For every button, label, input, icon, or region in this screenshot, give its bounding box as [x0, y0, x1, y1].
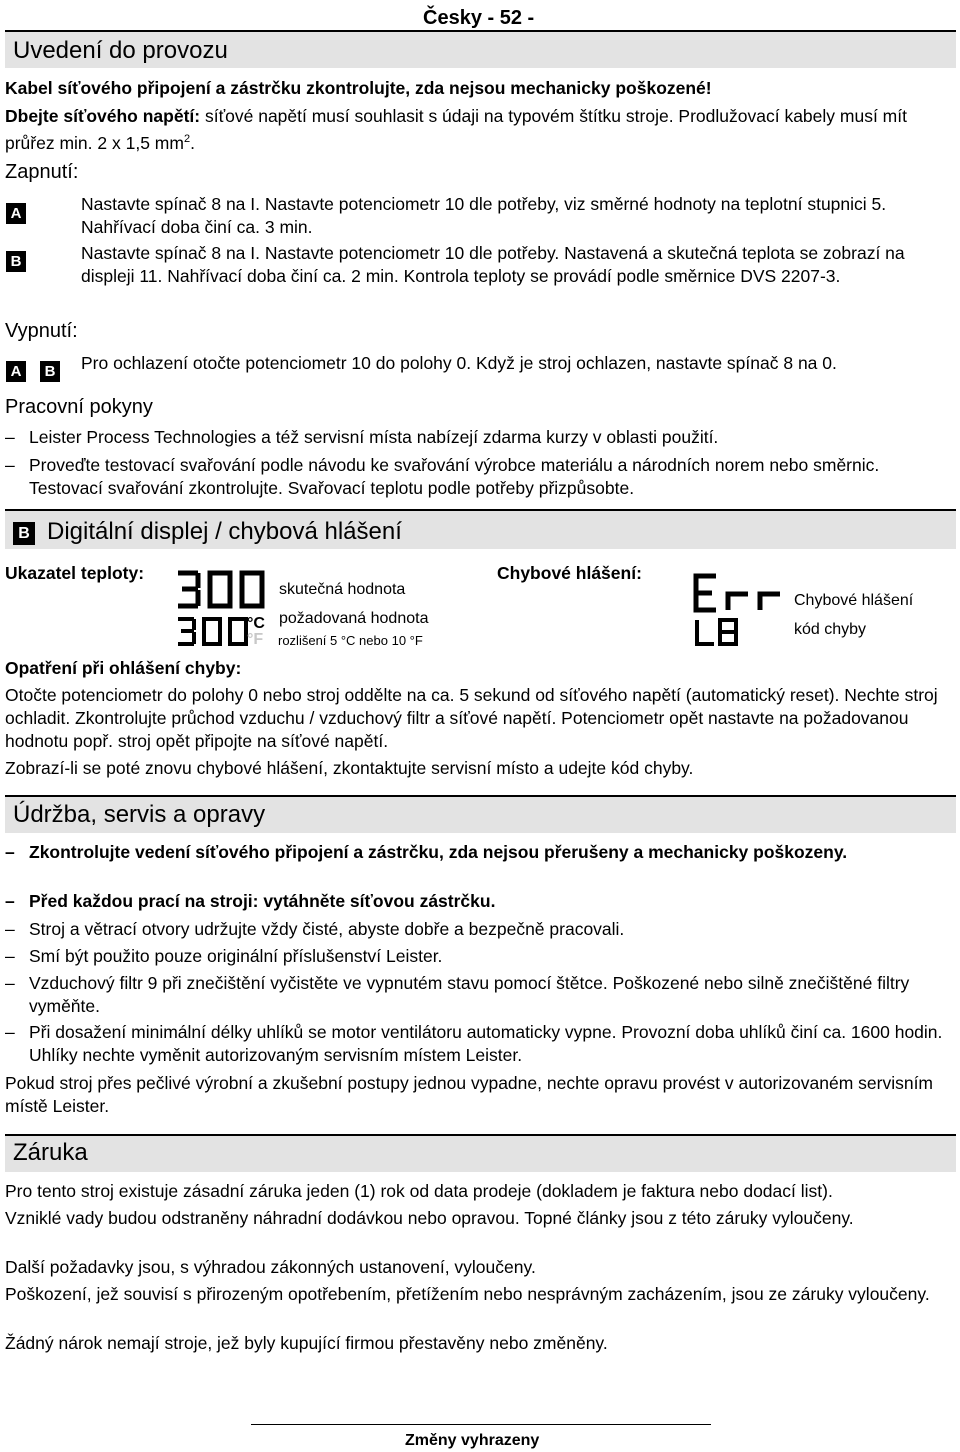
section-title-uvedeni: Uvedení do provozu	[13, 37, 228, 64]
subheading-zapnuti: Zapnutí:	[5, 161, 79, 183]
list-item: Smí být použito pouze originální příslušenství Leister.	[29, 946, 443, 966]
label-code: kód chyby	[794, 621, 867, 638]
label-set-value: požadovaná hodnota	[279, 610, 429, 627]
unit-fahrenheit: °F	[247, 631, 264, 648]
dash-bullet: –	[5, 973, 15, 993]
zapnuti-a-text: Nastavte spínač 8 na I. Nastavte potenciometr 10 dle potřeby, viz směrné hodnoty na teplotní stupnici 5. Nahřívací doba činí ca. 3 min.	[81, 194, 887, 237]
list-item: Proveďte testovací svařování podle návodu ke svařování výrobce materiálu a národních norem nebo směrnic. Testovací svařování zkontrolujte. Svařovací teplotu podle potřeby přizpůsobte.	[29, 455, 880, 498]
section-title-udrzba: Údržba, servis a opravy	[13, 801, 266, 828]
voltage-end: .	[190, 132, 195, 153]
list-item: Při dosažení minimální délky uhlíků se motor ventilátoru automaticky vypne. Provozní doba uhlíků činí ca. 1600 hodin. Uhlíky nechte vyměnit autorizovaným servisním místem Leister.	[29, 1022, 943, 1065]
repair-note: Pokud stroj přes pečlivé výrobní a zkušební postupy jednou vypadne, nechte opravu provést v autorizovaném servisním místě Leister.	[5, 1073, 934, 1116]
badge-b: B	[13, 522, 35, 545]
error-repeat-text: Zobrazí-li se poté znovu chybové hlášení, zkontaktujte servisní místo a udejte kód chyby.	[5, 758, 694, 778]
voltage-text: síťové napětí musí souhlasit s údaji na typovém štítku stroje. Prodlužovací kabely musí mít průřez min. 2 x 1,5 mm	[5, 106, 907, 153]
badge-a: A	[6, 361, 26, 382]
list-item: Vzduchový filtr 9 při znečištění vyčistěte ve vypnutém stavu pomocí štětce. Poškozené nebo silně znečištěné filtry vyměňte.	[29, 973, 910, 1016]
footer-rule	[251, 1424, 711, 1425]
voltage-sup: 2	[183, 133, 191, 145]
badge-b: B	[6, 251, 26, 272]
error-measures-text: Otočte potenciometr do polohy 0 nebo stroj oddělte na ca. 5 sekund od síťového napětí (automatický reset). Nechte stroj ochladit. Zkontrolujte průchod vzduchu / vzduchový filtr a síťové napětí. Potenciometr opět nastavte na požadovanou hodnotu popř. stroj opět připojte na síťové napětí.	[5, 685, 938, 751]
error-message-label: Chybové hlášení:	[497, 563, 642, 583]
section-title-displej: Digitální displej / chybová hlášení	[47, 518, 402, 545]
dash-bullet: –	[5, 455, 15, 475]
error-digits-icon	[692, 572, 790, 648]
list-item: Zkontrolujte vedení síťového připojení a zástrčku, zda nejsou přerušeny a mechanicky poškozeny.	[29, 842, 848, 862]
section-title-pracovni: Pracovní pokyny	[5, 396, 153, 418]
dash-bullet: –	[5, 946, 15, 966]
warranty-p4: Poškození, jež souvisí s přirozeným opotřebením, přetížením nebo nesprávným zacházením, jsou ze záruky vyloučeny.	[5, 1284, 930, 1304]
dash-bullet: –	[5, 919, 15, 939]
voltage-label: Dbejte síťového napětí:	[5, 106, 201, 126]
section-band-uvedeni	[5, 32, 956, 68]
warranty-p5: Žádný nárok nemají stroje, jež byly kupující firmou přestavěny nebo změněny.	[5, 1333, 608, 1353]
section-band-zaruka	[5, 1136, 956, 1172]
dash-bullet: –	[5, 842, 15, 862]
vypnuti-text: Pro ochlazení otočte potenciometr 10 do polohy 0. Když je stroj ochlazen, nastavte spínač 8 na 0.	[81, 353, 837, 373]
badge-b: B	[40, 361, 60, 382]
footer-text: Změny vyhrazeny	[405, 1432, 540, 1449]
section-band-udrzba	[5, 797, 956, 833]
list-item: Stroj a větrací otvory udržujte vždy čisté, abyste dobře a bezpečně pracovali.	[29, 919, 625, 939]
badge-a: A	[6, 203, 26, 224]
page-header: Česky - 52 -	[423, 7, 535, 29]
error-display	[692, 572, 790, 648]
voltage-note	[5, 105, 955, 155]
subheading-vypnuti: Vypnutí:	[5, 320, 78, 342]
warranty-p1: Pro tento stroj existuje zásadní záruka jeden (1) rok od data prodeje (dokladem je faktura nebo dodací list).	[5, 1181, 833, 1201]
label-resolution: rozlišení 5 °C nebo 10 °F	[278, 633, 423, 648]
list-item: Před každou prací na stroji: vytáhněte síťovou zástrčku.	[29, 891, 496, 911]
dash-bullet: –	[5, 1022, 15, 1042]
zapnuti-b-text: Nastavte spínač 8 na I. Nastavte potenciometr 10 dle potřeby. Nastavená a skutečná teplota se zobrazí na displeji 11. Nahřívací doba činí ca. 2 min. Kontrola teploty se provádí podle směrnice DVS 2207-3.	[81, 243, 905, 286]
temp-indicator-label: Ukazatel teploty:	[5, 563, 145, 583]
dash-bullet: –	[5, 427, 15, 447]
error-measures-heading: Opatření při ohlášení chyby:	[5, 658, 242, 678]
warranty-p2: Vzniklé vady budou odstraněny náhradní dodávkou nebo opravou. Topné články jsou z této záruky vyloučeny.	[5, 1208, 854, 1228]
dash-bullet: –	[5, 891, 15, 911]
cable-check-note: Kabel síťového připojení a zástrčku zkontrolujte, zda nejsou mechanicky poškozené!	[5, 78, 712, 98]
warranty-p3: Další požadavky jsou, s výhradou zákonných ustanovení, vyloučeny.	[5, 1257, 536, 1277]
section-title-zaruka: Záruka	[13, 1139, 88, 1166]
unit-celsius: °C	[247, 615, 265, 632]
section-band-displej	[5, 511, 956, 549]
list-item: Leister Process Technologies a též servisní místa nabízejí zdarma kurzy v oblasti použití.	[29, 427, 719, 447]
label-error: Chybové hlášení	[794, 592, 914, 609]
label-actual-value: skutečná hodnota	[279, 581, 406, 598]
